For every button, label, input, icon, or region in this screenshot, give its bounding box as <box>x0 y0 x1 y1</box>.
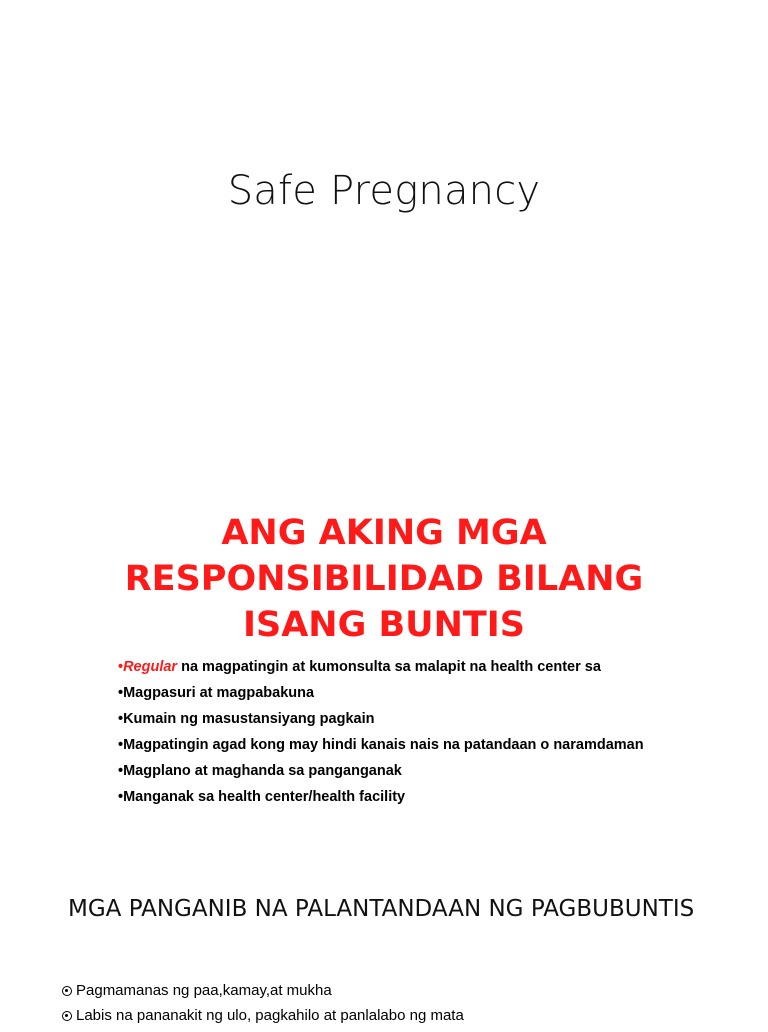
danger-signs-list <box>62 982 464 1032</box>
emphasis-text: Regular <box>123 659 178 675</box>
danger-signs-heading: MGA PANGANIB NA PALANTANDAAN NG PAGBUBUNTIS <box>68 896 695 922</box>
bullet-icon: • <box>118 711 124 727</box>
circle-bullet-icon <box>62 1011 72 1021</box>
list-item-text: Labis na pananakit ng ulo, pagkahilo at panlalabo ng mata <box>76 1007 464 1024</box>
responsibilities-list <box>118 658 658 814</box>
bullet-icon: • <box>118 659 124 675</box>
bullet-icon: • <box>118 685 124 701</box>
list-item <box>62 1007 464 1025</box>
list-item-text: Pagmamanas ng paa,kamay,at mukha <box>76 982 332 999</box>
list-item-text: na magpatingin at kumonsulta sa malapit na health center sa <box>177 659 601 675</box>
list-item <box>118 684 658 702</box>
slide-title <box>0 0 768 432</box>
bullet-icon: • <box>118 763 124 779</box>
circle-bullet-icon <box>62 986 72 996</box>
slide-responsibilities <box>0 432 768 862</box>
list-item-text: Magpatingin agad kong may hindi kanais nais na patandaan o naramdaman <box>123 737 644 753</box>
bullet-icon: • <box>118 737 124 753</box>
list-item <box>62 982 464 1000</box>
list-item-text: Magpasuri at magpabakuna <box>123 685 315 701</box>
list-item-text: Manganak sa health center/health facility <box>123 789 406 805</box>
list-item <box>118 710 658 728</box>
bullet-icon: • <box>118 789 124 805</box>
list-item <box>118 658 658 676</box>
list-item <box>118 762 658 780</box>
slide-title-text: Safe Pregnancy <box>227 168 541 214</box>
list-item <box>118 788 658 806</box>
list-item-text: Magplano at maghanda sa panganganak <box>123 763 402 779</box>
list-item-text: Kumain ng masustansiyang pagkain <box>123 711 375 727</box>
slide-danger-signs <box>0 870 768 1024</box>
list-item <box>118 736 658 754</box>
responsibilities-heading: ANG AKING MGA RESPONSIBILIDAD BILANG ISANG BUNTIS <box>124 513 644 645</box>
